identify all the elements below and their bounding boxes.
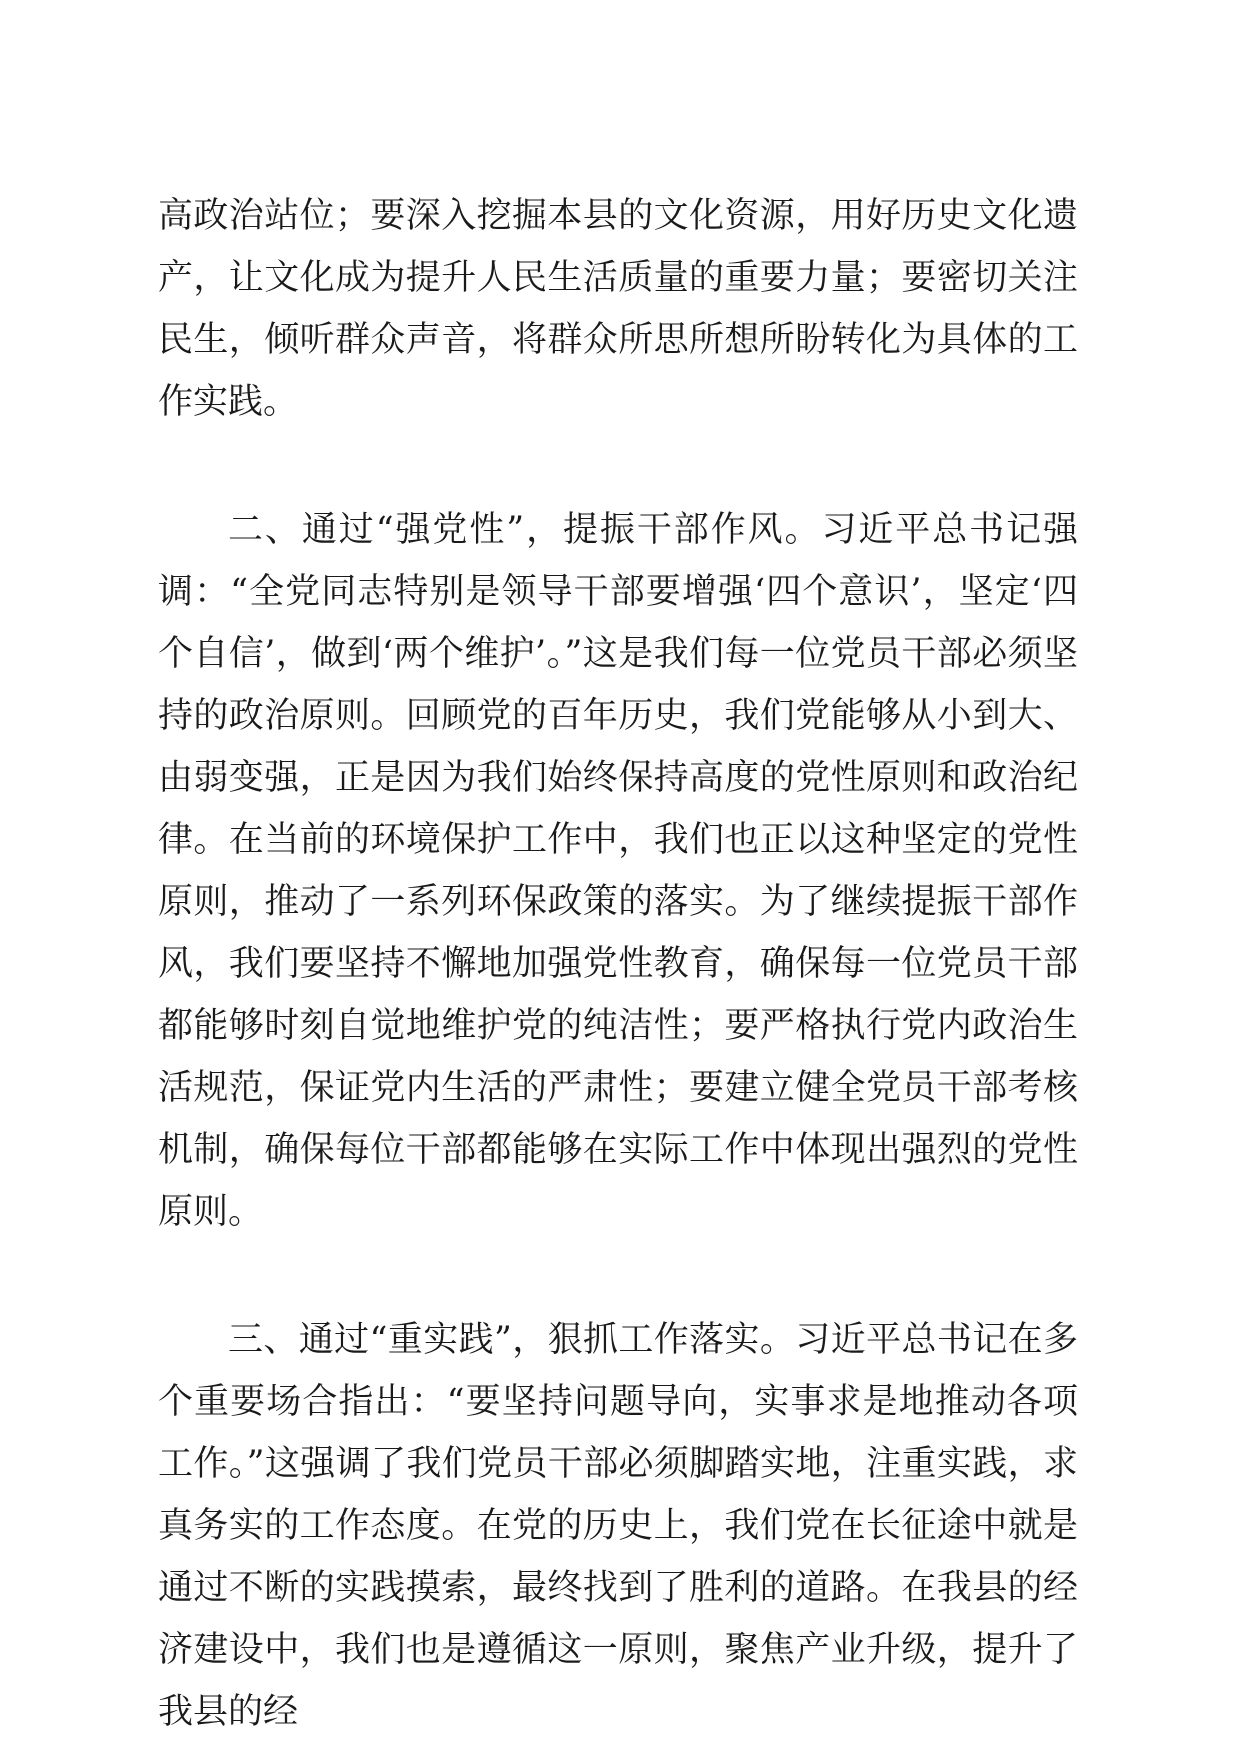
paragraph-1: 高政治站位；要深入挖掘本县的文化资源，用好历史文化遗产，让文化成为提升人民生活质量的重要力量；要密切关注民生，倾听群众声音，将群众所思所想所盼转化为具体的工作实践。 [158,196,1078,422]
document-body [158,185,1078,1743]
paragraph-3: 三、通过“重实践”，狠抓工作落实。习近平总书记在多个重要场合指出：“要坚持问题导向，实事求是地推动各项工作。”这强调了我们党员干部必须脚踏实地，注重实践，求真务实的工作态度。在党的历史上，我们党在长征途中就是通过不断的实践摸索，最终找到了胜利的道路。在我县的经济建设中，我们也是遵循这一原则，聚焦产业升级，提升了我县的经 [158,1320,1078,1732]
paragraph-2: 二、通过“强党性”，提振干部作风。习近平总书记强调：“全党同志特别是领导干部要增强‘四个意识’，坚定‘四个自信’，做到‘两个维护’。”这是我们每一位党员干部必须坚持的政治原则。回顾党的百年历史，我们党能够从小到大、由弱变强，正是因为我们始终保持高度的党性原则和政治纪律。在当前的环境保护工作中，我们也正以这种坚定的党性原则，推动了一系列环保政策的落实。为了继续提振干部作风，我们要坚持不懈地加强党性教育，确保每一位党员干部都能够时刻自觉地维护党的纯洁性；要严格执行党内政治生活规范，保证党内生活的严肃性；要建立健全党员干部考核机制，确保每位干部都能够在实际工作中体现出强烈的党性原则。 [158,510,1078,1232]
paragraph-gap [158,1243,1078,1309]
paragraph-gap [158,433,1078,499]
